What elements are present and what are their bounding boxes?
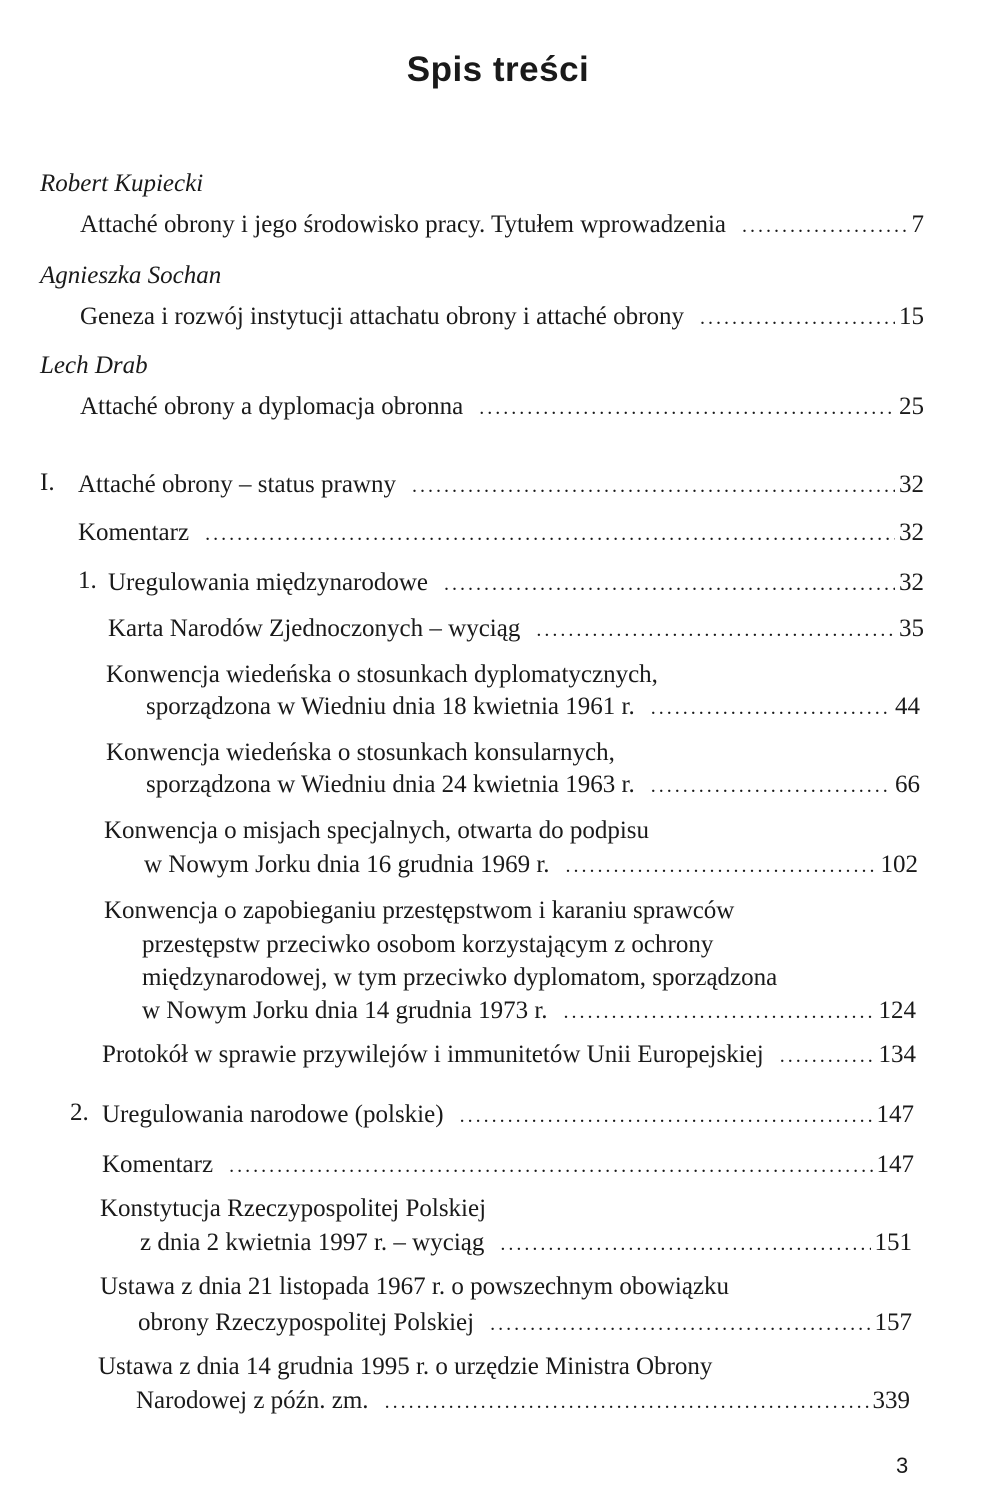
toc-entry[interactable] xyxy=(78,518,924,549)
part-number: I. xyxy=(40,469,55,496)
entry-page: 134 xyxy=(878,1041,916,1068)
dot-leader xyxy=(651,771,891,801)
entry-title: Karta Narodów Zjednoczonych – wyciąg xyxy=(108,615,521,642)
page-title: Spis treści xyxy=(406,50,590,89)
entry-page: 44 xyxy=(895,693,920,720)
dot-leader xyxy=(385,1387,869,1417)
toc-entry[interactable] xyxy=(146,770,920,801)
dot-leader xyxy=(205,519,895,549)
entry-title-line: międzynarodowej, w tym przeciwko dyplomatom, sporządzona xyxy=(142,964,778,991)
entry-title: Geneza i rozwój instytucji attachatu obrony i attaché obrony xyxy=(80,303,684,330)
dot-leader xyxy=(536,615,895,645)
dot-leader xyxy=(229,1151,872,1181)
toc-entry[interactable] xyxy=(102,1150,914,1181)
entry-title-line: Konwencja wiedeńska o stosunkach dyplomatycznych, xyxy=(106,661,658,688)
toc-entry[interactable] xyxy=(108,568,924,599)
dot-leader xyxy=(490,1309,870,1339)
entry-page: 35 xyxy=(899,615,924,642)
toc-entry[interactable] xyxy=(146,692,920,723)
entry-title-line: Konwencja o misjach specjalnych, otwarta do podpisu xyxy=(104,817,649,844)
entry-page: 157 xyxy=(874,1309,912,1336)
entry-title: w Nowym Jorku dnia 16 grudnia 1969 r. xyxy=(144,851,550,878)
entry-page: 32 xyxy=(899,519,924,546)
entry-title-line: Ustawa z dnia 21 listopada 1967 r. o powszechnym obowiązku xyxy=(100,1273,730,1300)
entry-page: 7 xyxy=(911,211,924,238)
entry-title-line: Konwencja wiedeńska o stosunkach konsularnych, xyxy=(106,739,615,766)
entry-page: 32 xyxy=(899,569,924,596)
dot-leader xyxy=(566,851,877,881)
entry-page: 25 xyxy=(899,393,924,420)
toc-entry[interactable] xyxy=(80,210,924,241)
entry-page: 151 xyxy=(874,1229,912,1256)
toc-entry[interactable] xyxy=(80,302,924,333)
dot-leader xyxy=(500,1229,870,1259)
entry-title: z dnia 2 kwietnia 1997 r. – wyciąg xyxy=(140,1229,485,1256)
entry-title: Attaché obrony – status prawny xyxy=(78,471,396,498)
entry-page: 339 xyxy=(872,1387,910,1414)
toc-entry[interactable] xyxy=(140,1228,912,1259)
toc-entry[interactable] xyxy=(136,1386,910,1417)
entry-title: obrony Rzeczypospolitej Polskiej xyxy=(138,1309,475,1336)
entry-title: Uregulowania narodowe (polskie) xyxy=(102,1101,444,1128)
entry-title: sporządzona w Wiedniu dnia 18 kwietnia 1961 r. xyxy=(146,693,635,720)
toc-entry[interactable] xyxy=(142,996,916,1027)
entry-page: 147 xyxy=(876,1101,914,1128)
entry-title: sporządzona w Wiedniu dnia 24 kwietnia 1963 r. xyxy=(146,771,635,798)
entry-page: 102 xyxy=(880,851,918,878)
toc-entry[interactable] xyxy=(144,850,918,881)
entry-title: Protokół w sprawie przywilejów i immunitetów Unii Europejskiej xyxy=(102,1041,764,1068)
dot-leader xyxy=(444,569,895,599)
entry-title: w Nowym Jorku dnia 14 grudnia 1973 r. xyxy=(142,997,548,1024)
entry-page: 15 xyxy=(899,303,924,330)
author-name: Agnieszka Sochan xyxy=(40,262,222,289)
section-number: 2. xyxy=(70,1099,89,1126)
entry-title-line: Konwencja o zapobieganiu przestępstwom i karaniu sprawców xyxy=(104,897,735,924)
toc-entry[interactable] xyxy=(102,1100,914,1131)
dot-leader xyxy=(700,303,895,333)
author-name: Robert Kupiecki xyxy=(40,170,204,197)
entry-page: 147 xyxy=(876,1151,914,1178)
author-name: Lech Drab xyxy=(40,352,148,379)
page-number: 3 xyxy=(896,1453,909,1478)
toc-entry[interactable] xyxy=(138,1308,912,1339)
entry-title: Narodowej z późn. zm. xyxy=(136,1387,369,1414)
entry-page: 32 xyxy=(899,471,924,498)
section-number: 1. xyxy=(78,567,97,594)
dot-leader xyxy=(564,997,875,1027)
entry-title: Komentarz xyxy=(78,519,190,546)
dot-leader xyxy=(651,693,891,723)
toc-entry[interactable] xyxy=(102,1040,916,1071)
entry-title-line: Konstytucja Rzeczypospolitej Polskiej xyxy=(100,1195,487,1222)
dot-leader xyxy=(742,211,908,241)
entry-title: Uregulowania międzynarodowe xyxy=(108,569,429,596)
entry-title-line: przestępstw przeciwko osobom korzystającym z ochrony xyxy=(142,931,714,958)
dot-leader xyxy=(460,1101,873,1131)
toc-entry[interactable] xyxy=(108,614,924,645)
dot-leader xyxy=(412,471,895,501)
entry-title: Attaché obrony i jego środowisko pracy. Tytułem wprowadzenia xyxy=(80,211,726,238)
toc-entry[interactable] xyxy=(78,470,924,501)
entry-title: Attaché obrony a dyplomacja obronna xyxy=(80,393,464,420)
entry-title-line: Ustawa z dnia 14 grudnia 1995 r. o urzędzie Ministra Obrony xyxy=(98,1353,713,1380)
dot-leader xyxy=(479,393,895,423)
toc-entry[interactable] xyxy=(80,392,924,423)
dot-leader xyxy=(780,1041,875,1071)
entry-page: 66 xyxy=(895,771,920,798)
entry-page: 124 xyxy=(878,997,916,1024)
entry-title: Komentarz xyxy=(102,1151,214,1178)
